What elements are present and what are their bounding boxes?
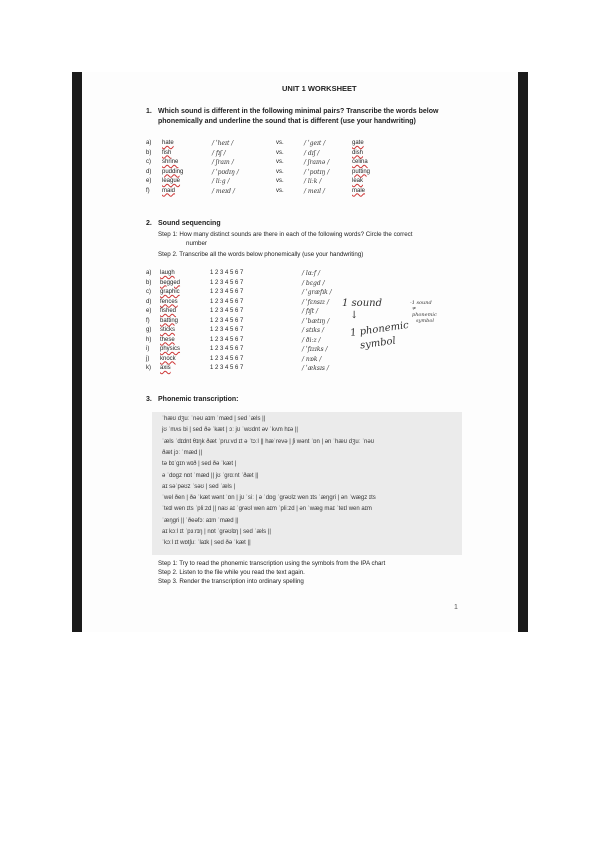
q1-ipa1: / meɪd / <box>212 187 235 195</box>
q3-heading-line <box>146 396 239 403</box>
q1-ipa1: / ˈpʊdɪŋ / <box>212 168 239 176</box>
transcription-line: ˈteɪl wen ɪts ˈpliːzd || naʊ aɪ ˈgrəʊl wen aɪm ˈpliːzd | ən ˈwæg maɪ ˈteɪl wen aɪm <box>162 506 372 513</box>
q1-pair-row <box>146 140 446 149</box>
q2-ipa: / lɑːf / <box>302 270 321 277</box>
transcription-line: ˈæŋgri || ˈðeəfɔː aɪm ˈmæd || <box>162 517 239 524</box>
q1-vs: vs. <box>276 187 284 194</box>
q2-label: e) <box>146 308 152 314</box>
q1-vs: vs. <box>276 168 284 175</box>
q2-label: h) <box>146 336 152 343</box>
q2-word-row <box>146 337 366 346</box>
q1-word2: dish <box>352 149 364 156</box>
q1-pair-row <box>146 159 446 168</box>
transcription-line: aɪ səˈpəʊz ˈsəʊ | sed ˈæls | <box>162 483 236 490</box>
q1-vs: vs. <box>276 149 284 156</box>
q2-word: knock <box>160 355 176 362</box>
q2-label: g) <box>146 327 152 333</box>
q2-label: a) <box>146 270 152 276</box>
annotation-phonemic: 1 phonemic <box>349 319 410 340</box>
q2-nums: 1 2 3 4 5 6 7 <box>210 289 244 295</box>
q2-ipa: / ðiːz / <box>302 336 321 344</box>
q1-ipa1: / ˈheɪt / <box>212 140 234 147</box>
q1-pair-row <box>146 188 446 197</box>
q1-label: e) <box>146 178 152 184</box>
q2-word-row <box>146 356 366 365</box>
q2-ipa: / nɒk / <box>302 355 322 363</box>
q1-vs: vs. <box>276 178 284 184</box>
q2-word: begged <box>160 279 181 286</box>
q1-ipa1: / ʃraɪn / <box>212 159 234 166</box>
q1-label: f) <box>146 187 150 194</box>
q2-word-row <box>146 280 366 289</box>
transcription-line: ˈhæʊ dʒuː ˈnəʊ aɪm ˈmæd | sed ˈæls || <box>162 416 266 422</box>
q1-ipa1: / fɪʃ / <box>212 149 226 157</box>
annotation-note-c: phonemic <box>412 312 437 318</box>
annotation-one-sound: 1 sound <box>342 298 382 309</box>
q2-nums: 1 2 3 4 5 6 7 <box>210 336 244 343</box>
q2-word-row <box>146 270 366 279</box>
q2-word: graphic <box>160 289 180 295</box>
q2-nums: 1 2 3 4 5 6 7 <box>210 270 244 276</box>
q2-ipa: / fɪʃt / <box>302 308 319 315</box>
transcription-line: aɪ kɔːl ɪt ˈpɜːrɪŋ | nɒt ˈgrəʊlɪŋ | sed ˈæls || <box>162 529 271 535</box>
q2-label: d) <box>146 298 152 305</box>
scan-border-right <box>518 72 528 632</box>
annotation-note-d: symbol <box>416 318 434 324</box>
q2-nums: 1 2 3 4 5 6 7 <box>210 317 244 324</box>
q1-number: 1. <box>146 108 152 115</box>
q1-ipa2: / dɪʃ / <box>304 149 320 157</box>
q2-number: 2. <box>146 220 152 227</box>
q1-pair-row <box>146 169 446 178</box>
q2-word-row <box>146 308 366 317</box>
q1-vs: vs. <box>276 140 284 146</box>
page-number: 1 <box>454 604 458 611</box>
transcription-line: tə bɪˈgɪn wɪð | sed ðə ˈkæt | <box>162 461 237 468</box>
q2-label: i) <box>146 346 150 352</box>
q1-word2: putting <box>352 168 371 175</box>
q1-text-line1: Which sound is different in the following minimal pairs? Transcribe the words below <box>158 108 439 115</box>
q2-nums: 1 2 3 4 5 6 7 <box>210 355 244 362</box>
transcription-line: ə ˈdɒgz nɒt ˈmæd || jʊ ˈgrɑːnt ˈðæt || <box>162 472 259 479</box>
q2-ipa: / ˈbætɪŋ / <box>302 317 330 325</box>
annotation-symbol: symbol <box>359 335 397 352</box>
q2-ipa: / ˈæksɪs / <box>302 365 329 372</box>
q2-label: k) <box>146 365 151 371</box>
q1-word2: celina <box>352 159 368 165</box>
q2-nums: 1 2 3 4 5 6 7 <box>210 346 244 352</box>
q3-step2: Step 2. Listen to the file while you read the text again. <box>158 569 305 576</box>
q2-ipa: / ˈfɪzɪks / <box>302 346 328 353</box>
q2-ipa: / bɛgd / <box>302 279 325 287</box>
q1-pair-row <box>146 178 446 187</box>
q2-ipa: / ˈfɛnsɪz / <box>302 298 330 306</box>
q2-word-row <box>146 299 366 308</box>
q1-word1: pudding <box>162 168 184 175</box>
transcription-line: ˈæls ˈdɪdnt θɪŋk ðæt ˈpruːvd ɪt ə ˈtɔːl || hæˈrevə | ʃi wənt ˈɒn | ən ˈhæʊ dʒuː ˈnəʊ <box>162 438 375 445</box>
annotation-note-a: -1 sound <box>410 300 432 306</box>
q1-prompt-line1 <box>146 108 438 115</box>
q2-nums: 1 2 3 4 5 6 7 <box>210 298 244 305</box>
q2-word: batting <box>160 317 179 324</box>
q1-pair-row <box>146 150 446 159</box>
q2-word-row <box>146 327 366 336</box>
q1-label: b) <box>146 149 152 156</box>
q1-label: c) <box>146 159 151 165</box>
q1-word1: hate <box>162 140 174 146</box>
q1-ipa2: / ʃraɪnə / <box>304 159 330 166</box>
q2-ipa: / stɪks / <box>302 327 324 334</box>
q2-word: laugh <box>160 270 175 276</box>
q1-label: a) <box>146 140 152 146</box>
q2-ipa: / ˈgræfɪk / <box>302 289 332 296</box>
annotation-arrow: ↓ <box>350 310 359 321</box>
q2-label: b) <box>146 279 152 286</box>
worksheet-title: UNIT 1 WORKSHEET <box>282 84 357 93</box>
annotation-note-b: ≠ <box>412 306 417 312</box>
q1-word1: league <box>162 178 181 184</box>
q2-word: fished <box>160 308 177 314</box>
q2-step1-line2: number <box>186 240 207 247</box>
q2-word: physics <box>160 346 181 352</box>
transcription-line: ˈwel ðen | ðə ˈkæt wənt ˈɒn | jʊ ˈsiː | ə ˈdɒg ˈgrəʊlz wen ɪts ˈæŋgri | ən ˈwægz ɪts <box>162 495 376 502</box>
q3-step3: Step 3. Render the transcription into ordinary spelling <box>158 578 304 585</box>
q2-word-row <box>146 318 366 327</box>
q2-label: f) <box>146 317 150 324</box>
transcription-line: jʊ ˈmʌs bi | sed ðə ˈkæt | ɔː jʊ ˈwʊdnt əv ˈkʌm hɪə || <box>162 427 298 434</box>
worksheet-page <box>82 72 518 632</box>
q2-word: fences <box>160 298 178 305</box>
q1-word2: gate <box>352 140 364 146</box>
q1-word1: shrine <box>162 159 179 165</box>
q2-step2: Step 2. Transcribe all the words below phonemically (use your handwriting) <box>158 251 364 258</box>
q1-label: d) <box>146 168 152 175</box>
q2-word-row <box>146 346 366 355</box>
q2-nums: 1 2 3 4 5 6 7 <box>210 308 244 314</box>
q2-heading: Sound sequencing <box>158 220 221 227</box>
q1-word1: fish <box>162 149 172 156</box>
q3-heading: Phonemic transcription: <box>158 396 239 403</box>
q2-word-row <box>146 289 366 298</box>
q1-ipa2: / ˈpʊtɪŋ / <box>304 168 330 176</box>
q1-ipa2: / ˈgeɪt / <box>304 140 326 147</box>
q2-nums: 1 2 3 4 5 6 7 <box>210 365 244 371</box>
q2-word: sticks <box>160 327 175 333</box>
q2-nums: 1 2 3 4 5 6 7 <box>210 327 244 333</box>
q1-vs: vs. <box>276 159 284 165</box>
q2-heading-line <box>146 220 221 227</box>
scan-border-left <box>72 72 82 632</box>
transcription-line: ˈkɔːl ɪt wɒtʃuː ˈlaɪk | sed ðə ˈkæt || <box>162 540 251 547</box>
q2-label: j) <box>146 355 150 362</box>
q2-word: axis <box>160 365 171 371</box>
q1-ipa2: / meɪl / <box>304 187 325 195</box>
q3-number: 3. <box>146 396 152 403</box>
q2-nums: 1 2 3 4 5 6 7 <box>210 279 244 286</box>
q1-prompt-line2: phonemically and underline the sound that is different (use your handwriting) <box>158 118 416 125</box>
q1-ipa1: / liːg / <box>212 178 230 185</box>
q2-step1-line1: Step 1: How many distinct sounds are there in each of the following words? Circle the correct <box>158 231 413 238</box>
transcription-line: ðæt jɔː ˈmæd || <box>162 449 203 456</box>
q1-word1: maid <box>162 187 176 194</box>
q1-ipa2: / liːk / <box>304 178 322 185</box>
q2-label: c) <box>146 289 151 295</box>
q2-word-row <box>146 365 366 374</box>
q1-word2: male <box>352 187 366 194</box>
q3-step1: Step 1: Try to read the phonemic transcription using the symbols from the IPA chart <box>158 560 386 567</box>
q2-word: these <box>160 336 175 343</box>
q1-word2: leak <box>352 178 364 184</box>
